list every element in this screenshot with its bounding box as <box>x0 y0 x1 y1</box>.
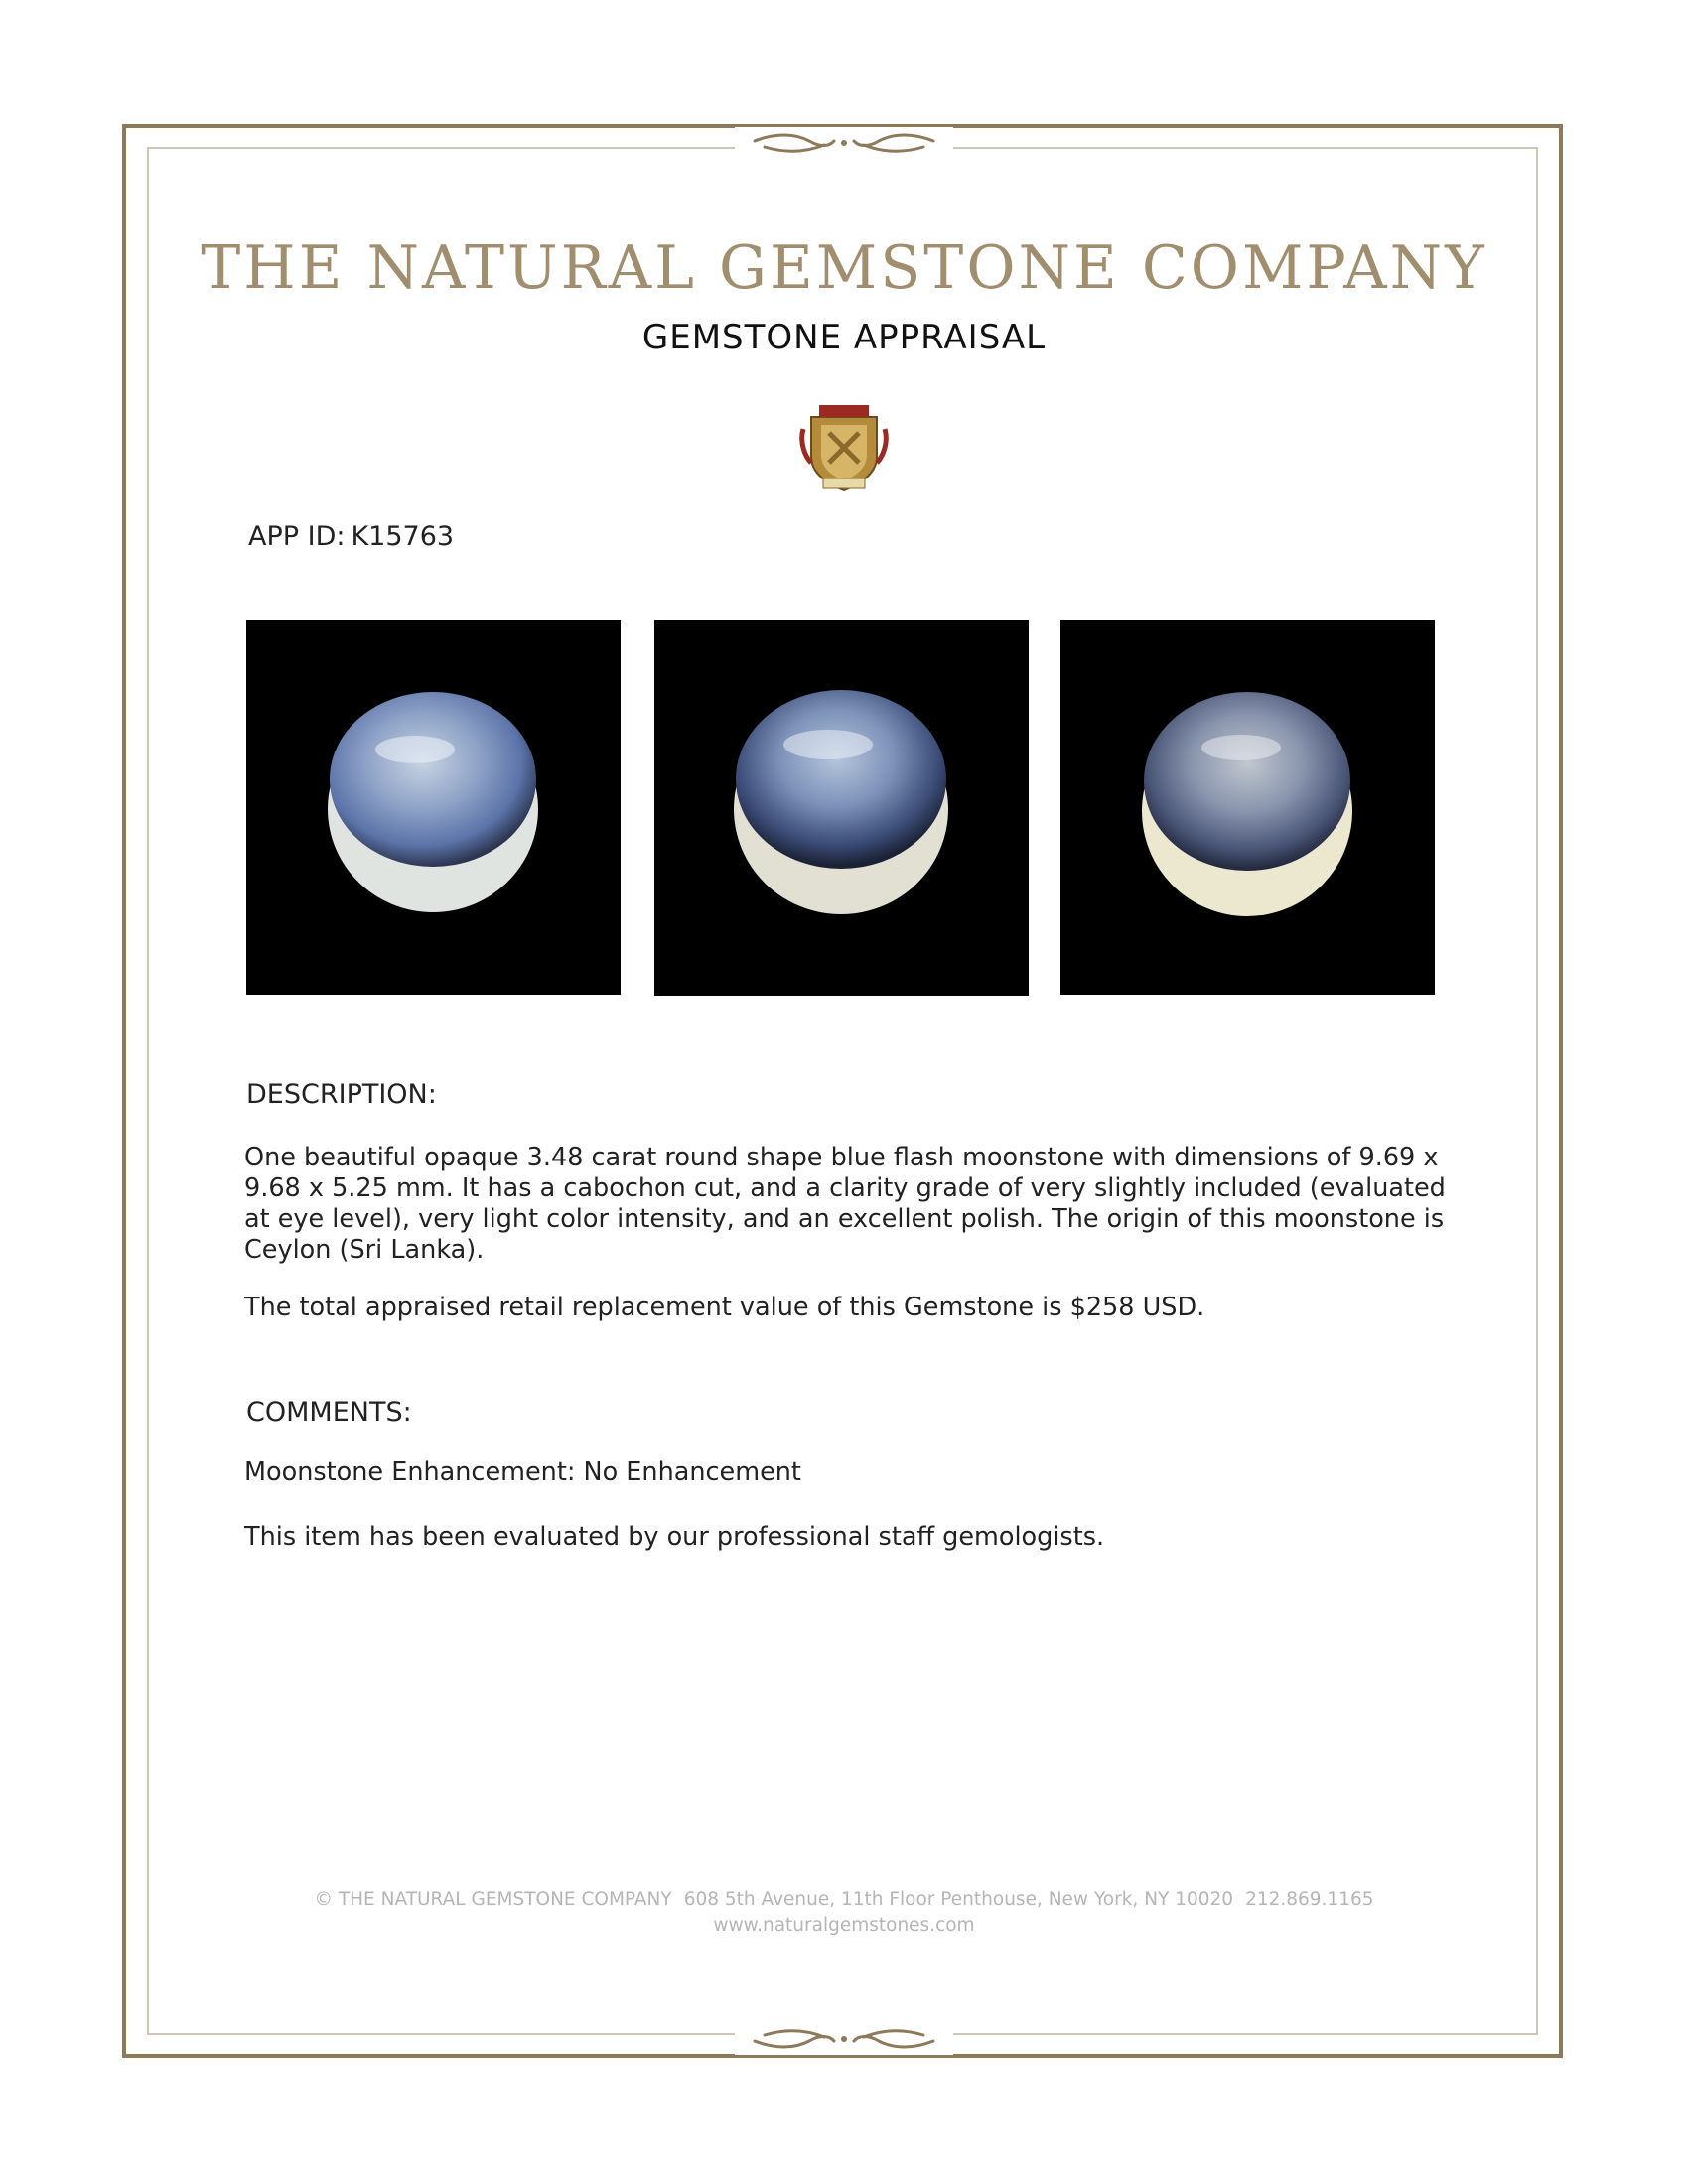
footer-company: © THE NATURAL GEMSTONE COMPANY <box>314 1889 672 1910</box>
app-id-value: K15763 <box>351 521 455 552</box>
app-id-label: APP ID: <box>248 521 346 552</box>
gem-photo-1 <box>246 620 621 995</box>
bottom-ornament-icon <box>735 2015 953 2055</box>
comments-heading: COMMENTS: <box>246 1397 412 1428</box>
document-title: GEMSTONE APPRAISAL <box>641 318 1047 357</box>
footer-phone: 212.869.1165 <box>1245 1889 1374 1910</box>
enhancement-text: Moonstone Enhancement: No Enhancement <box>244 1457 801 1487</box>
company-title: THE NATURAL GEMSTONE COMPANY <box>201 233 1487 303</box>
evaluation-text: This item has been evaluated by our professional staff gemologists. <box>244 1522 1105 1552</box>
footer-contact-line <box>0 1889 1688 1910</box>
top-ornament-icon <box>735 127 953 167</box>
gem-photo-2 <box>654 620 1029 996</box>
gem-photo-3 <box>1060 620 1435 995</box>
description-heading: DESCRIPTION: <box>246 1079 437 1110</box>
description-text: One beautiful opaque 3.48 carat round shape blue flash moonstone with dimensions of 9.69 x 9.68 x 5.25 mm. It has a cabochon cut, and a clarity grade of very slightly included (evaluated at eye level), very light color intensity, and an excellent polish. The origin of this moonstone is Ceylon (Sri Lanka). <box>244 1143 1446 1265</box>
appraised-value-text: The total appraised retail replacement value of this Gemstone is $258 USD. <box>244 1293 1205 1322</box>
footer-address: 608 5th Avenue, 11th Floor Penthouse, New York, NY 10020 <box>683 1889 1234 1910</box>
appraisal-id <box>248 521 454 552</box>
shield-crest-icon <box>799 399 889 494</box>
footer-website-link[interactable]: www.naturalgemstones.com <box>713 1915 975 1936</box>
